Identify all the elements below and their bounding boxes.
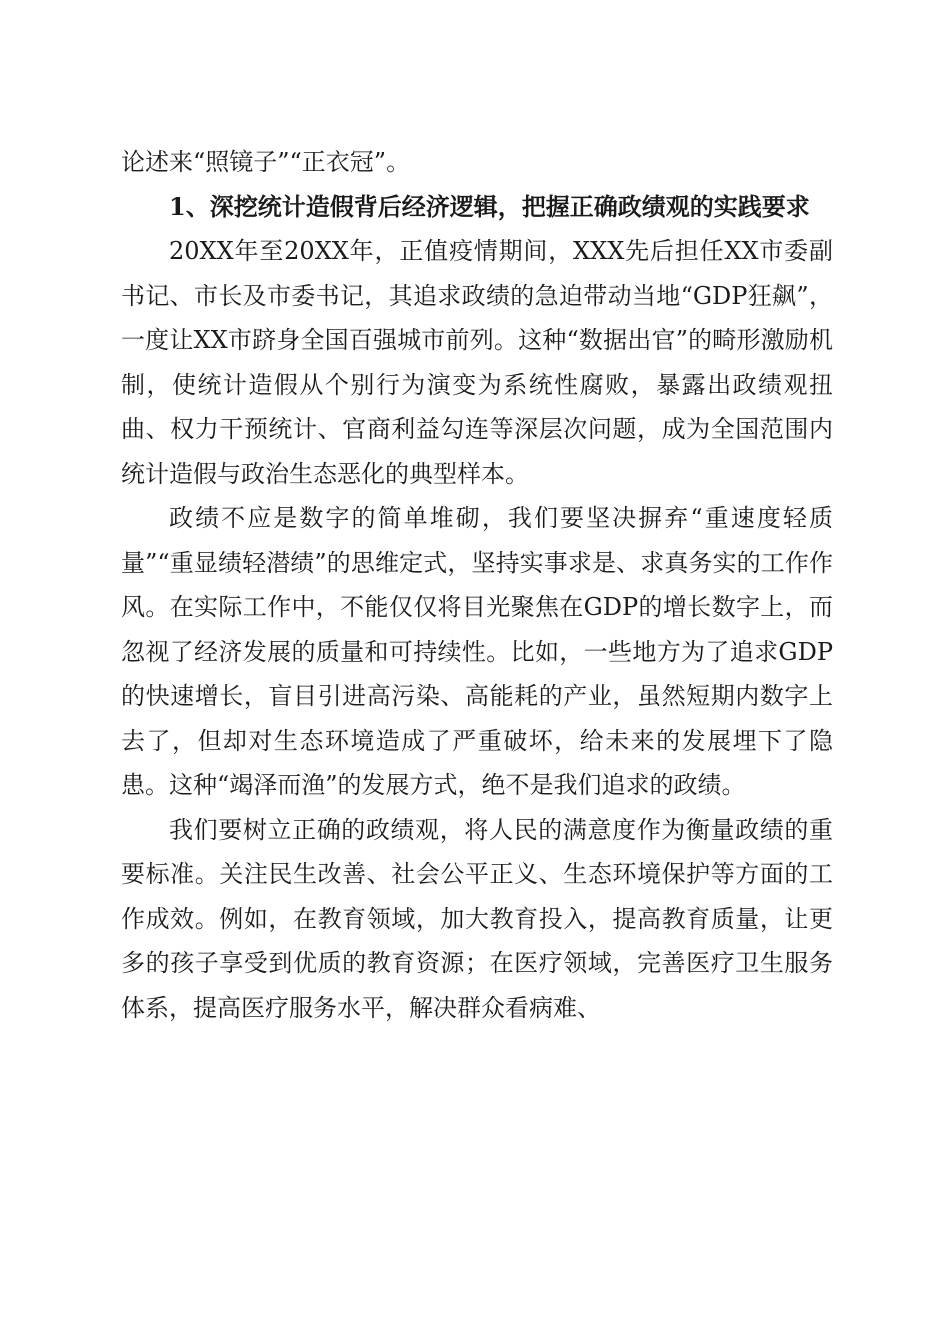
paragraph-body: 我们要树立正确的政绩观，将人民的满意度作为衡量政绩的重要标准。关注民生改善、社会公平正义、生态环境保护等方面的工作成效。例如，在教育领域，加大教育投入，提高教育质量，让更多的孩子享受到优质的教育资源；在医疗领域，完善医疗卫生服务体系，提高医疗服务水平，解决群众看病难、	[121, 815, 833, 1022]
paragraph-body: 政绩不应是数字的简单堆砌，我们要坚决摒弃“重速度轻质量”“重显绩轻潜绩”的思维定式，坚持实事求是、求真务实的工作作风。在实际工作中，不能仅仅将目光聚焦在GDP的增长数字上，而忽视了经济发展的质量和可持续性。比如，一些地方为了追求GDP的快速增长，盲目引进高污染、高能耗的产业，虽然短期内数字上去了，但却对生态环境造成了严重破坏，给未来的发展埋下了隐患。这种“竭泽而渔”的发展方式，绝不是我们追求的政绩。	[121, 504, 833, 799]
document-body	[121, 140, 833, 1030]
paragraph-continuation: 论述来“照镜子”“正衣冠”。	[121, 148, 411, 176]
section-heading: 1、深挖统计造假背后经济逻辑，把握正确政绩观的实践要求	[169, 191, 810, 221]
paragraph-body: 20XX年至20XX年，正值疫情期间，XXX先后担任XX市委副书记、市长及市委书记，其追求政绩的急迫带动当地“GDP狂飙”，一度让XX市跻身全国百强城市前列。这种“数据出官”的畸形激励机制，使统计造假从个别行为演变为系统性腐败，暴露出政绩观扭曲、权力干预统计、官商利益勾连等深层次问题，成为全国范围内统计造假与政治生态恶化的典型样本。	[121, 237, 833, 488]
